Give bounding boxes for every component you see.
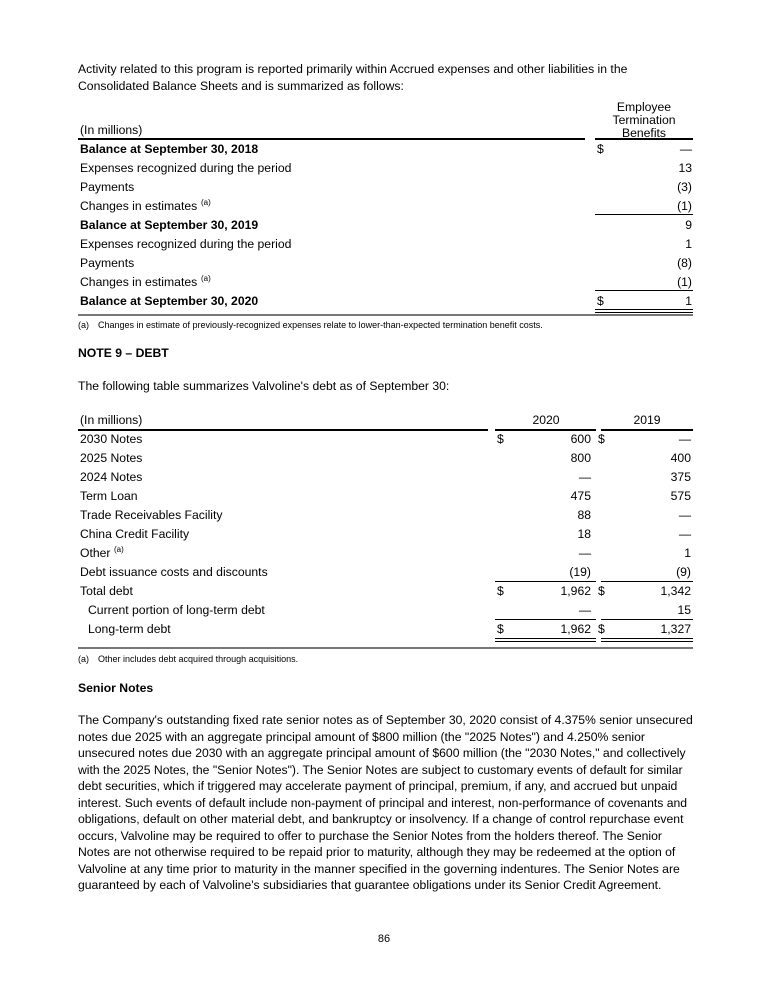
value-2019: — [678, 432, 691, 446]
table-bottom-rule [78, 314, 693, 316]
row-value: 1 [685, 237, 692, 251]
value-2020: 800 [570, 451, 591, 465]
page-number: 86 [377, 933, 391, 945]
value-2019: 400 [670, 451, 691, 465]
row-label: Current portion of long-term debt [88, 603, 265, 617]
value-2019: 575 [670, 489, 691, 503]
value-2019: 1 [684, 546, 691, 560]
currency-symbol-2020: $ [497, 622, 504, 636]
row-label: Debt issuance costs and discounts [80, 565, 268, 579]
row-label: Balance at September 30, 2018 [80, 142, 259, 156]
value-2020: — [578, 603, 591, 617]
table-row [78, 601, 693, 620]
row-value: (1) [677, 199, 692, 213]
currency-symbol-2019: $ [598, 584, 605, 598]
row-value: (1) [677, 275, 692, 289]
currency-symbol: $ [597, 142, 604, 156]
ltd-rule-2019 [601, 619, 693, 620]
value-2019: 1,342 [660, 584, 691, 598]
row-value: (3) [677, 180, 692, 194]
row-label: 2030 Notes [80, 432, 143, 446]
row-label: Term Loan [80, 489, 138, 503]
row-label: Other [80, 546, 111, 560]
note-heading: NOTE 9 – DEBT [78, 346, 169, 360]
row-label: 2025 Notes [80, 451, 143, 465]
subtotal-rule-2019 [601, 581, 693, 582]
value-2019: 1,327 [660, 622, 691, 636]
ltd-rule-2020 [495, 619, 596, 620]
value-2019: 375 [670, 470, 691, 484]
table-row [78, 430, 693, 449]
column-header-2020: 2020 [532, 413, 560, 427]
senior-notes-heading: Senior Notes [78, 681, 154, 695]
termination-footnote: (a) Changes in estimate of previously-recognized expenses relate to lower-than-expected termination benefit costs. [78, 320, 543, 330]
table-row [78, 235, 693, 254]
double-rule-2020 [495, 638, 596, 642]
column-header-employee-termination-benefits: Employee Termination Benefits [612, 100, 676, 140]
table-row [78, 140, 693, 159]
value-2020: 18 [577, 527, 591, 541]
value-2020: 1,962 [560, 622, 591, 636]
footnote-marker: (a) [114, 545, 124, 554]
currency-symbol-2019: $ [598, 432, 605, 446]
value-2019: — [678, 508, 691, 522]
table-row [78, 620, 693, 639]
row-label: Expenses recognized during the period [80, 161, 292, 175]
value-2020: (19) [569, 565, 591, 579]
row-value: — [679, 142, 692, 156]
row-label: Balance at September 30, 2019 [80, 218, 259, 232]
currency-symbol-2020: $ [497, 584, 504, 598]
value-2019: — [678, 527, 691, 541]
table-bottom-rule [78, 647, 693, 649]
row-label: Balance at September 30, 2020 [80, 294, 259, 308]
table-row [78, 216, 693, 235]
currency-symbol-2019: $ [598, 622, 605, 636]
subtotal-rule-2020 [495, 581, 596, 582]
currency-symbol-2020: $ [497, 432, 504, 446]
row-label: Total debt [80, 584, 133, 598]
row-label: Trade Receivables Facility [80, 508, 223, 522]
row-label: Changes in estimates [80, 199, 198, 213]
table-row [78, 525, 693, 544]
debt-intro-paragraph: The following table summarizes Valvoline's debt as of September 30: [78, 379, 450, 393]
value-2020: 1,962 [560, 584, 591, 598]
table-row [78, 468, 693, 487]
subtotal-rule-2019 [595, 214, 693, 215]
value-2019: (9) [676, 565, 691, 579]
table-row [78, 487, 693, 506]
senior-notes-paragraph: The Company's outstanding fixed rate senior notes as of September 30, 2020 consist of 4.375% senior unsecured notes due 2025 with an aggregate principal amount of $800 million (the "2025 Notes") and 4.250% senior unsecured notes due 2030 with an aggregate principal amount of $600 million (the "2030 Notes," and collectively with the 2025 Notes, the "Senior Notes"). The Senior Notes are subject to customary events of default for similar debt securities, which if triggered may accelerate payment of principal, premium, if any, and accrued but unpaid interest. Such events of default include non-payment of principal and interest, non-performance of covenants and obligations, default on other material debt, and bankruptcy or insolvency. If a change of control repurchase event occurs, Valvoline may be required to offer to purchase the Senior Notes from the holders thereof. The Senior Notes are not otherwise required to be repaid prior to maturity, although they may be redeemed at the option of Valvoline at any time prior to maturity in the manner specified in the governing indentures. The Senior Notes are guaranteed by each of Valvoline's subsidiaries that guarantee obligations under its Senior Credit Agreement. [78, 713, 693, 892]
footnote-marker: (a) [201, 198, 211, 207]
currency-symbol: $ [597, 294, 604, 308]
table-row [78, 159, 693, 178]
debt-footnote: (a) Other includes debt acquired through acquisitions. [78, 654, 299, 664]
intro-paragraph: Activity related to this program is reported primarily within Accrued expenses and other liabilities in the Consolidated Balance Sheets and is summarized as follows: [78, 62, 628, 93]
row-label: Changes in estimates [80, 275, 198, 289]
row-value: (8) [677, 256, 692, 270]
row-label: Payments [80, 180, 135, 194]
row-label: Expenses recognized during the period [80, 237, 292, 251]
table-row [78, 506, 693, 525]
table-row [78, 563, 693, 582]
units-label: (In millions) [80, 413, 143, 427]
row-value: 9 [685, 218, 692, 232]
row-value: 1 [685, 294, 692, 308]
value-2020: 88 [577, 508, 591, 522]
value-2020: — [578, 470, 591, 484]
table-row [78, 178, 693, 197]
row-label: Long-term debt [88, 622, 171, 636]
column-header-2019: 2019 [633, 413, 661, 427]
double-rule-2020 [595, 309, 693, 313]
table-row [78, 544, 693, 563]
double-rule-2019 [601, 638, 693, 642]
row-value: 13 [678, 161, 692, 175]
units-label: (In millions) [80, 123, 143, 137]
value-2020: — [578, 546, 591, 560]
footnote-marker: (a) [201, 274, 211, 283]
value-2020: 475 [570, 489, 591, 503]
value-2020: 600 [570, 432, 591, 446]
table-row [78, 449, 693, 468]
row-label: China Credit Facility [80, 527, 190, 541]
value-2019: 15 [677, 603, 691, 617]
table-row [78, 582, 693, 601]
subtotal-rule-2020 [595, 290, 693, 291]
row-label: 2024 Notes [80, 470, 143, 484]
table-row [78, 254, 693, 273]
row-label: Payments [80, 256, 135, 270]
